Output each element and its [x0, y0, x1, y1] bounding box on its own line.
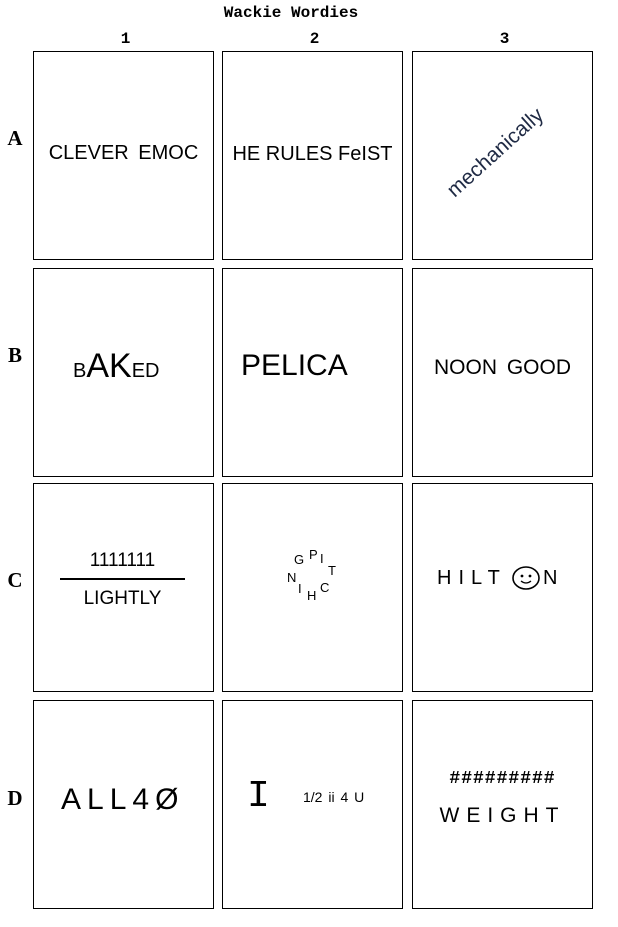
puzzle-cell-b2 [222, 268, 403, 477]
puzzle-text: ALL4Ø [61, 783, 185, 816]
hash-row: ######### [449, 769, 556, 789]
smiley-face-icon [511, 565, 541, 591]
circle-letter: G [294, 552, 305, 567]
puzzle-text: CLEVER EMOC [48, 142, 199, 164]
puzzle-text: 1/2 ii 4 U [303, 789, 365, 805]
circle-letter: C [320, 580, 330, 595]
puzzle-text: HE RULES FeIST [232, 143, 393, 165]
puzzle-text: mechanically [442, 103, 549, 202]
denominator: LIGHTLY [83, 588, 162, 609]
puzzle-text: NOON GOOD [433, 356, 571, 379]
circle-letter: I [298, 581, 302, 596]
puzzle-cell-b1 [33, 268, 214, 477]
circle-letter: T [328, 563, 336, 578]
puzzle-title: Wackie Wordies [223, 4, 359, 22]
row-header-c: C [7, 568, 23, 592]
puzzle-cell-a1 [33, 51, 214, 260]
big-i: I [247, 775, 270, 818]
puzzle-cell-a3 [412, 51, 593, 260]
small-letters: ED [131, 360, 160, 382]
puzzle-cell-c1 [33, 483, 214, 692]
big-letters: AK [86, 347, 132, 385]
circle-letter: H [307, 588, 317, 603]
puzzle-text: PELICA [241, 349, 348, 382]
puzzle-text: WEIGHT [439, 804, 566, 827]
circle-letter: I [320, 551, 324, 566]
column-header-2: 2 [309, 30, 320, 48]
puzzle-text [73, 347, 160, 386]
fraction-bar [60, 578, 185, 580]
circle-letter: N [287, 570, 297, 585]
numerator: 1111111 [89, 550, 156, 571]
small-letter: B [73, 360, 87, 382]
column-header-3: 3 [499, 30, 510, 48]
row-header-a: A [7, 126, 23, 150]
puzzle-cell-c2 [222, 483, 403, 692]
row-header-d: D [7, 786, 23, 810]
puzzle-cell-d3 [412, 700, 593, 909]
row-header-b: B [7, 343, 22, 367]
circle-letter: P [309, 547, 318, 562]
puzzle-cell-c3 [412, 483, 593, 692]
puzzle-text-end: N [543, 567, 558, 589]
puzzle-cell-a2 [222, 51, 403, 260]
puzzle-cell-b3 [412, 268, 593, 477]
puzzle-text: HILT [437, 567, 507, 589]
column-header-1: 1 [120, 30, 131, 48]
puzzle-cell-d1 [33, 700, 214, 909]
puzzle-cell-d2 [222, 700, 403, 909]
